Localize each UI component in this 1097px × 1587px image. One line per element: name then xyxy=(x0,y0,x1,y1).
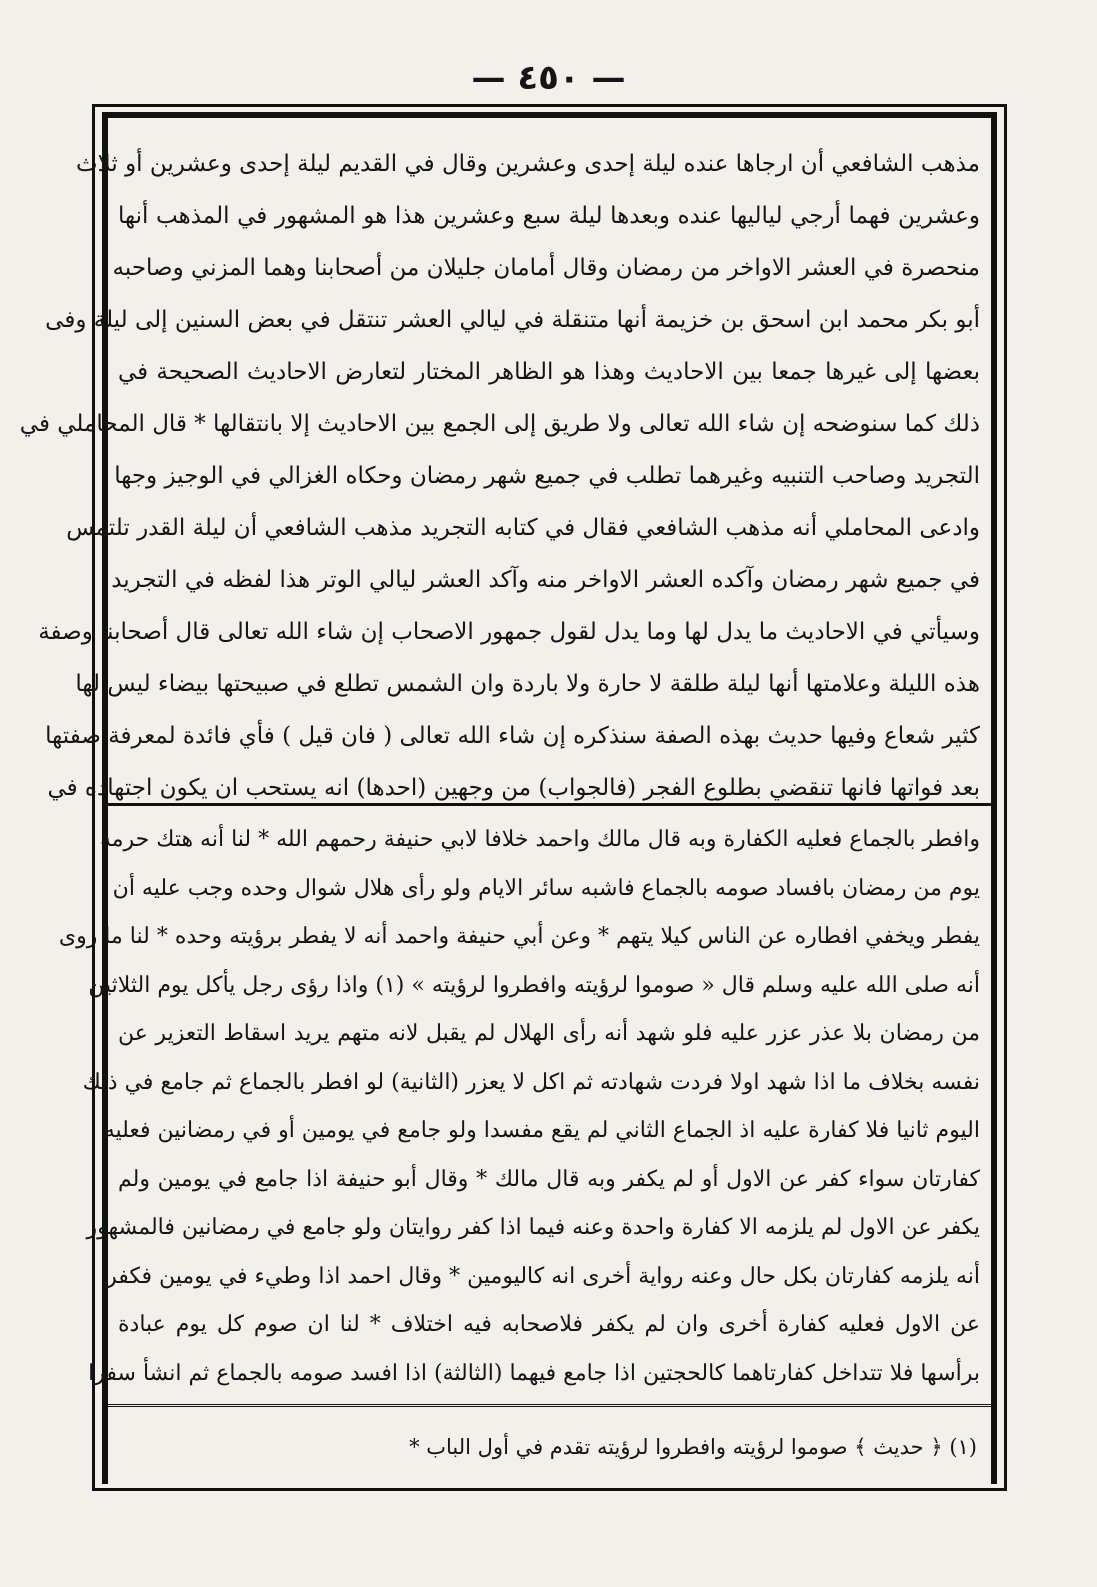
commentary-line: برأسها فلا تتداخل كفارتاهما كالحجتين اذا جامع فيهما (الثالثة) اذا افسد صومه بالجماع ثم انشأ سفرا xyxy=(88,1360,980,1386)
commentary-line: عن الاول فعليه كفارة أخرى وان لم يكفر فلاصحابه فيه اختلاف * لنا ان صوم كل يوم عبادة xyxy=(118,1312,980,1337)
commentary-line: وافطر بالجماع فعليه الكفارة وبه قال مالك واحمد خلافا لابي حنيفة رحمهم الله * لنا أنه هتك حرمة xyxy=(99,827,980,852)
main-text-line: التجريد وصاحب التنبيه وغيرهما تطلب في جميع شهر رمضان وحكاه الغزالي في الوجيز وجها xyxy=(114,463,980,489)
main-text xyxy=(19,138,980,814)
main-text-line: وسيأتي في الاحاديث ما يدل لها وما يدل لقول جمهور الاصحاب إن شاء الله تعالى قال أصحابنا وصفة xyxy=(38,619,980,645)
page-number: — ٤٥٠ — xyxy=(471,58,626,98)
section-divider xyxy=(102,803,997,806)
commentary-line: أنه يلزمه كفارتان بكل حال وعنه رواية أخرى انه كاليومين * وقال احمد اذا وطيء في يومين فكفر xyxy=(106,1263,980,1289)
commentary-line: يكفر عن الاول لم يلزمه الا كفارة واحدة وعنه فيما اذا كفر روايتان ولو جامع في رمضانين فالمشهور xyxy=(86,1215,980,1240)
commentary-line: اليوم ثانيا فلا كفارة عليه اذ الجماع الثاني لم يقع مفسدا ولو جامع في يومين أو في رمضانين فعليه xyxy=(103,1118,980,1143)
footnote: (١) ﴿ حديث ﴾ صوموا لرؤيته وافطروا لرؤيته تقدم في أول الباب * xyxy=(409,1435,977,1459)
commentary-text xyxy=(58,816,981,1398)
commentary-line: نفسه بخلاف ما اذا شهد اولا فردت شهادته ثم اكل لا يعزر (الثانية) لو افطر بالجماع ثم جامع في ذلك xyxy=(82,1069,980,1095)
commentary-line: يوم من رمضان بافساد صومه بالجماع فاشبه سائر الايام ولو رأى هلال شوال وحده وجب عليه أن xyxy=(112,875,980,901)
main-text-line: منحصرة في العشر الاواخر من رمضان وقال أمامان جليلان من أصحابنا وهما المزني وصاحبه xyxy=(112,255,980,281)
main-text-line: في جميع شهر رمضان وآكده العشر الاواخر منه وآكد العشر ليالي الوتر هذا لفظه في التجريد xyxy=(111,567,980,593)
main-text-line: وادعى المحاملي أنه مذهب الشافعي فقال في كتابه التجريد مذهب الشافعي أن ليلة القدر تلتمس xyxy=(66,515,980,541)
main-text-line: أبو بكر محمد ابن اسحق بن خزيمة أنها متنقلة في ليالي العشر تنتقل في بعض السنين إلى ليلة وفى xyxy=(45,307,980,333)
commentary-line: من رمضان بلا عذر عزر عليه فلو شهد أنه رأى الهلال لم يقبل لانه متهم يريد اسقاط التعزير عن xyxy=(118,1021,980,1046)
main-text-line: مذهب الشافعي أن ارجاها عنده ليلة إحدى وعشرين وقال في القديم ليلة إحدى وعشرين أو ثلاث xyxy=(75,151,980,177)
commentary-line: يفطر ويخفي افطاره عن الناس كيلا يتهم * وعن أبي حنيفة واحمد أنه لا يفطر برؤيته وحده * لنا ما روى xyxy=(58,924,980,949)
main-text-line: كثير شعاع وفيها حديث بهذه الصفة سنذكره إن شاء الله تعالى ( فان قيل ) فأي فائدة لمعرفة صفتها xyxy=(45,723,980,749)
main-text-line: هذه الليلة وعلامتها أنها ليلة طلقة لا حارة ولا باردة وان الشمس تطلع في صبيحتها بيضاء ليس لها xyxy=(75,671,980,697)
main-text-line: ذلك كما سنوضحه إن شاء الله تعالى ولا طريق إلى الجمع بين الاحاديث إلا بانتقالها * قال المحاملي في xyxy=(19,411,980,437)
main-text-line: وعشرين فهما أرجي لياليها عنده وبعدها ليلة سبع وعشرين هذا هو المشهور في المذهب أنها xyxy=(118,203,980,229)
footnote-divider xyxy=(102,1404,997,1411)
commentary-line: أنه صلى الله عليه وسلم قال « صوموا لرؤيته وافطروا لرؤيته » (١) واذا رؤى رجل يأكل يوم الثلاثين xyxy=(88,972,980,998)
commentary-line: كفارتان سواء كفر عن الاول أو لم يكفر وبه قال مالك * وقال أبو حنيفة اذا جامع في يومين ولم xyxy=(118,1166,981,1192)
main-text-line: بعضها إلى غيرها جمعا بين الاحاديث وهذا هو الظاهر المختار لتعارض الاحاديث الصحيحة في xyxy=(118,359,980,385)
main-text-line: بعد فواتها فانها تنقضي بطلوع الفجر (فالجواب) من وجهين (احدها) انه يستحب ان يكون اجتهاده في xyxy=(47,775,980,801)
